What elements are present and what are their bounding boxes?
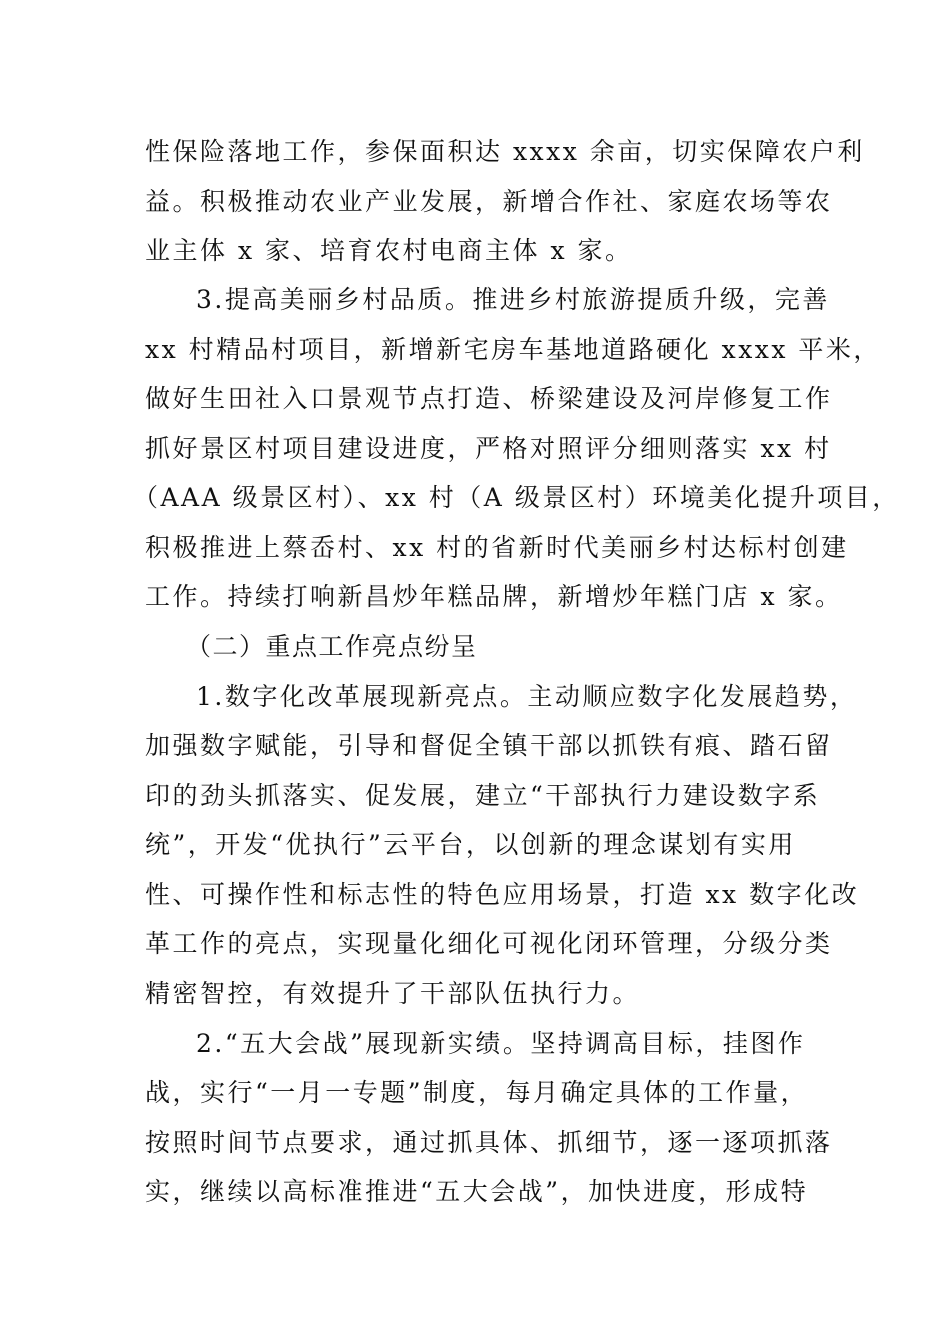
section-heading: （二）重点工作亮点纷呈 — [186, 632, 478, 661]
text-line: 战，实行“一月一专题”制度，每月确定具体的工作量， — [145, 1078, 809, 1107]
text-line: 加强数字赋能，引导和督促全镇干部以抓铁有痕、踏石留 — [145, 731, 833, 760]
text-line: （AAA 级景区村）、xx 村（A 级景区村）环境美化提升项目， — [133, 483, 900, 512]
text-line: 性、可操作性和标志性的特色应用场景，打造 xx 数字化改 — [145, 880, 860, 909]
text-line: 实，继续以高标准推进“五大会战”，加快进度，形成特 — [145, 1177, 809, 1206]
text-line: 精密智控，有效提升了干部队伍执行力。 — [145, 979, 641, 1008]
paragraph-start-line: 2.“五大会战”展现新实绩。坚持调高目标，挂图作 — [196, 1029, 806, 1058]
text-line: 按照时间节点要求，通过抓具体、抓细节，逐一逐项抓落 — [145, 1128, 833, 1157]
text-line: 做好生田社入口景观节点打造、桥梁建设及河岸修复工作 — [145, 384, 833, 413]
paragraph-start-line: 1.数字化改革展现新亮点。主动顺应数字化发展趋势， — [196, 682, 858, 711]
text-line: 益。积极推动农业产业发展，新增合作社、家庭农场等农 — [145, 187, 833, 216]
text-line: 革工作的亮点，实现量化细化可视化闭环管理，分级分类 — [145, 929, 833, 958]
text-line: 性保险落地工作，参保面积达 xxxx 余亩，切实保障农户利 — [145, 137, 865, 166]
text-line: 统”，开发“优执行”云平台，以创新的理念谋划有实用 — [145, 830, 796, 859]
paragraph-start-line: 3.提高美丽乡村品质。推进乡村旅游提质升级，完善 — [196, 285, 830, 314]
text-line: 积极推进上蔡岙村、xx 村的省新时代美丽乡村达标村创建 — [145, 533, 849, 562]
text-line: 工作。持续打响新昌炒年糕品牌，新增炒年糕门店 x 家。 — [145, 582, 843, 611]
text-line: 抓好景区村项目建设进度，严格对照评分细则落实 xx 村 — [145, 434, 832, 463]
text-line: xx 村精品村项目，新增新宅房车基地道路硬化 xxxx 平米， — [145, 335, 881, 364]
text-line: 业主体 x 家、培育农村电商主体 x 家。 — [145, 236, 633, 265]
text-line: 印的劲头抓落实、促发展，建立“干部执行力建设数字系 — [145, 781, 821, 810]
